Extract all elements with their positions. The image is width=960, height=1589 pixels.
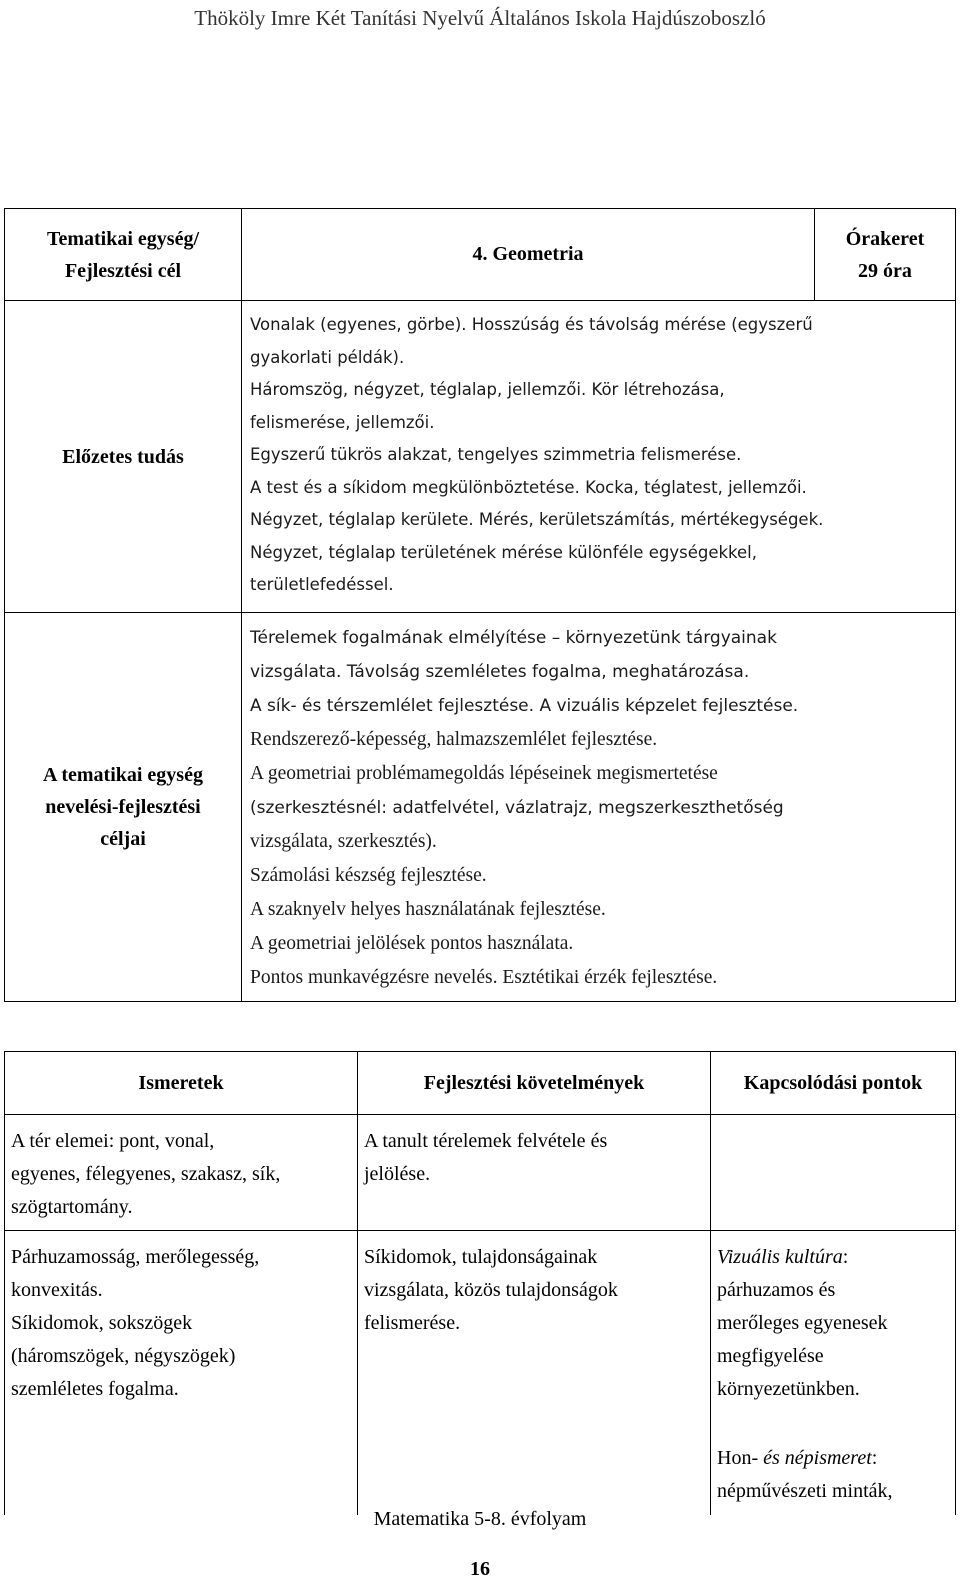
prior-line: Egyszerű tükrös alakzat, tengelyes szimmetria felismerése. [250, 445, 742, 464]
prior-knowledge-text [242, 301, 956, 613]
text-line: konvexitás. [11, 1279, 103, 1301]
text-line: párhuzamos és [717, 1279, 836, 1301]
goals-line: Térelemek fogalmának elmélyítése – környezetünk tárgyainak [250, 628, 777, 648]
link-prefix: Hon- [717, 1447, 759, 1469]
school-header: Thököly Imre Két Tanítási Nyelvű Általános Iskola Hajdúszoboszló [194, 6, 766, 30]
text-line: népművészeti minták, [717, 1480, 893, 1502]
hours-value: 29 óra [858, 259, 912, 282]
unit-table [4, 208, 956, 1002]
header-knowledge: Ismeretek [5, 1052, 358, 1115]
prior-line: Háromszög, négyzet, téglalap, jellemzői. Kör létrehozása, [250, 380, 725, 399]
goals-line: Rendszerező-képesség, halmazszemlélet fejlesztése. [250, 729, 658, 750]
hours-cell [815, 209, 956, 301]
goals-label-line: céljai [100, 828, 146, 850]
unit-label-line: Tematikai egység/ [46, 227, 200, 250]
prior-line: Négyzet, téglalap területének mérése különféle egységekkel, [250, 542, 757, 562]
prior-line: Négyzet, téglalap kerülete. Mérés, kerületszámítás, mértékegységek. [250, 510, 824, 529]
goals-line: Pontos munkavégzésre nevelés. Esztétikai érzék fejlesztése. [250, 967, 718, 988]
curriculum-table [4, 1051, 956, 1515]
spacer [717, 1406, 949, 1442]
prior-line: területlefedéssel. [250, 575, 394, 594]
hours-label: Órakeret [845, 227, 925, 250]
goals-label-cell [5, 613, 242, 1002]
link-folk-culture: Hon- és népismeret: [717, 1447, 878, 1469]
link-visual-culture: Vizuális kultúra: [717, 1246, 849, 1268]
goals-line: vizsgálata. Távolság szemléletes fogalma, meghatározása. [250, 662, 750, 682]
prior-line: Vonalak (egyenes, görbe). Hosszúság és távolság mérése (egyszerű [250, 315, 813, 334]
unit-label-cell [5, 209, 242, 301]
text-line: Párhuzamosság, merőlegesség, [11, 1246, 260, 1268]
row2-knowledge [5, 1231, 358, 1515]
goals-label-line: A tematikai egység [43, 764, 203, 786]
footer-title: Matematika 5-8. évfolyam [373, 1508, 587, 1530]
text-line: Síkidomok, tulajdonságainak [364, 1246, 598, 1268]
goals-line: (szerkesztésnél: adatfelvétel, vázlatrajz, megszerkeszthetőség [250, 798, 784, 818]
text-line: egyenes, félegyenes, szakasz, sík, [11, 1163, 281, 1185]
goals-line: A geometriai problémamegoldás lépéseinek megismertetése [250, 763, 718, 784]
text-line: A tér elemei: pont, vonal, [11, 1130, 215, 1152]
text-line: felismerése. [364, 1312, 461, 1334]
goals-line: vizsgálata, szerkesztés). [250, 831, 437, 852]
goals-line: A szaknyelv helyes használatának fejlesztése. [250, 899, 606, 920]
text-line: vizsgálata, közös tulajdonságok [364, 1279, 618, 1301]
row2-links [711, 1231, 956, 1515]
text-line: Síkidomok, sokszögek [11, 1312, 193, 1334]
row2-requirements [358, 1231, 711, 1515]
text-line: merőleges egyenesek [717, 1312, 888, 1334]
unit-title: 4. Geometria [242, 209, 815, 301]
text-line: A tanult térelemek felvétele és [364, 1130, 608, 1152]
header-requirements: Fejlesztési követelmények [358, 1052, 711, 1115]
prior-knowledge-label: Előzetes tudás [5, 301, 242, 613]
goals-text [242, 613, 956, 1002]
header-links: Kapcsolódási pontok [711, 1052, 956, 1115]
text-line: szögtartomány. [11, 1196, 133, 1218]
goals-label-line: nevelési-fejlesztési [45, 796, 201, 818]
goals-line: Számolási készség fejlesztése. [250, 865, 487, 886]
text-line: (háromszögek, négyszögek) [11, 1345, 236, 1367]
page-number: 16 [470, 1558, 490, 1580]
row1-knowledge [5, 1115, 358, 1231]
row1-requirements [358, 1115, 711, 1231]
link-title: és népismeret [763, 1447, 872, 1469]
prior-line: felismerése, jellemzői. [250, 412, 435, 432]
prior-line: A test és a síkidom megkülönböztetése. Kocka, téglatest, jellemzői. [250, 477, 807, 497]
text-line: szemléletes fogalma. [11, 1378, 179, 1400]
row1-links [711, 1115, 956, 1231]
text-line: megfigyelése [717, 1345, 824, 1367]
link-title: Vizuális kultúra [717, 1246, 843, 1268]
prior-line: gyakorlati példák). [250, 347, 405, 367]
goals-line: A sík- és térszemlélet fejlesztése. A vizuális képzelet fejlesztése. [250, 696, 799, 716]
text-line: környezetünkben. [717, 1378, 860, 1400]
unit-label-line: Fejlesztési cél [64, 259, 182, 282]
goals-line: A geometriai jelölések pontos használata. [250, 933, 574, 954]
text-line: jelölése. [364, 1163, 431, 1185]
